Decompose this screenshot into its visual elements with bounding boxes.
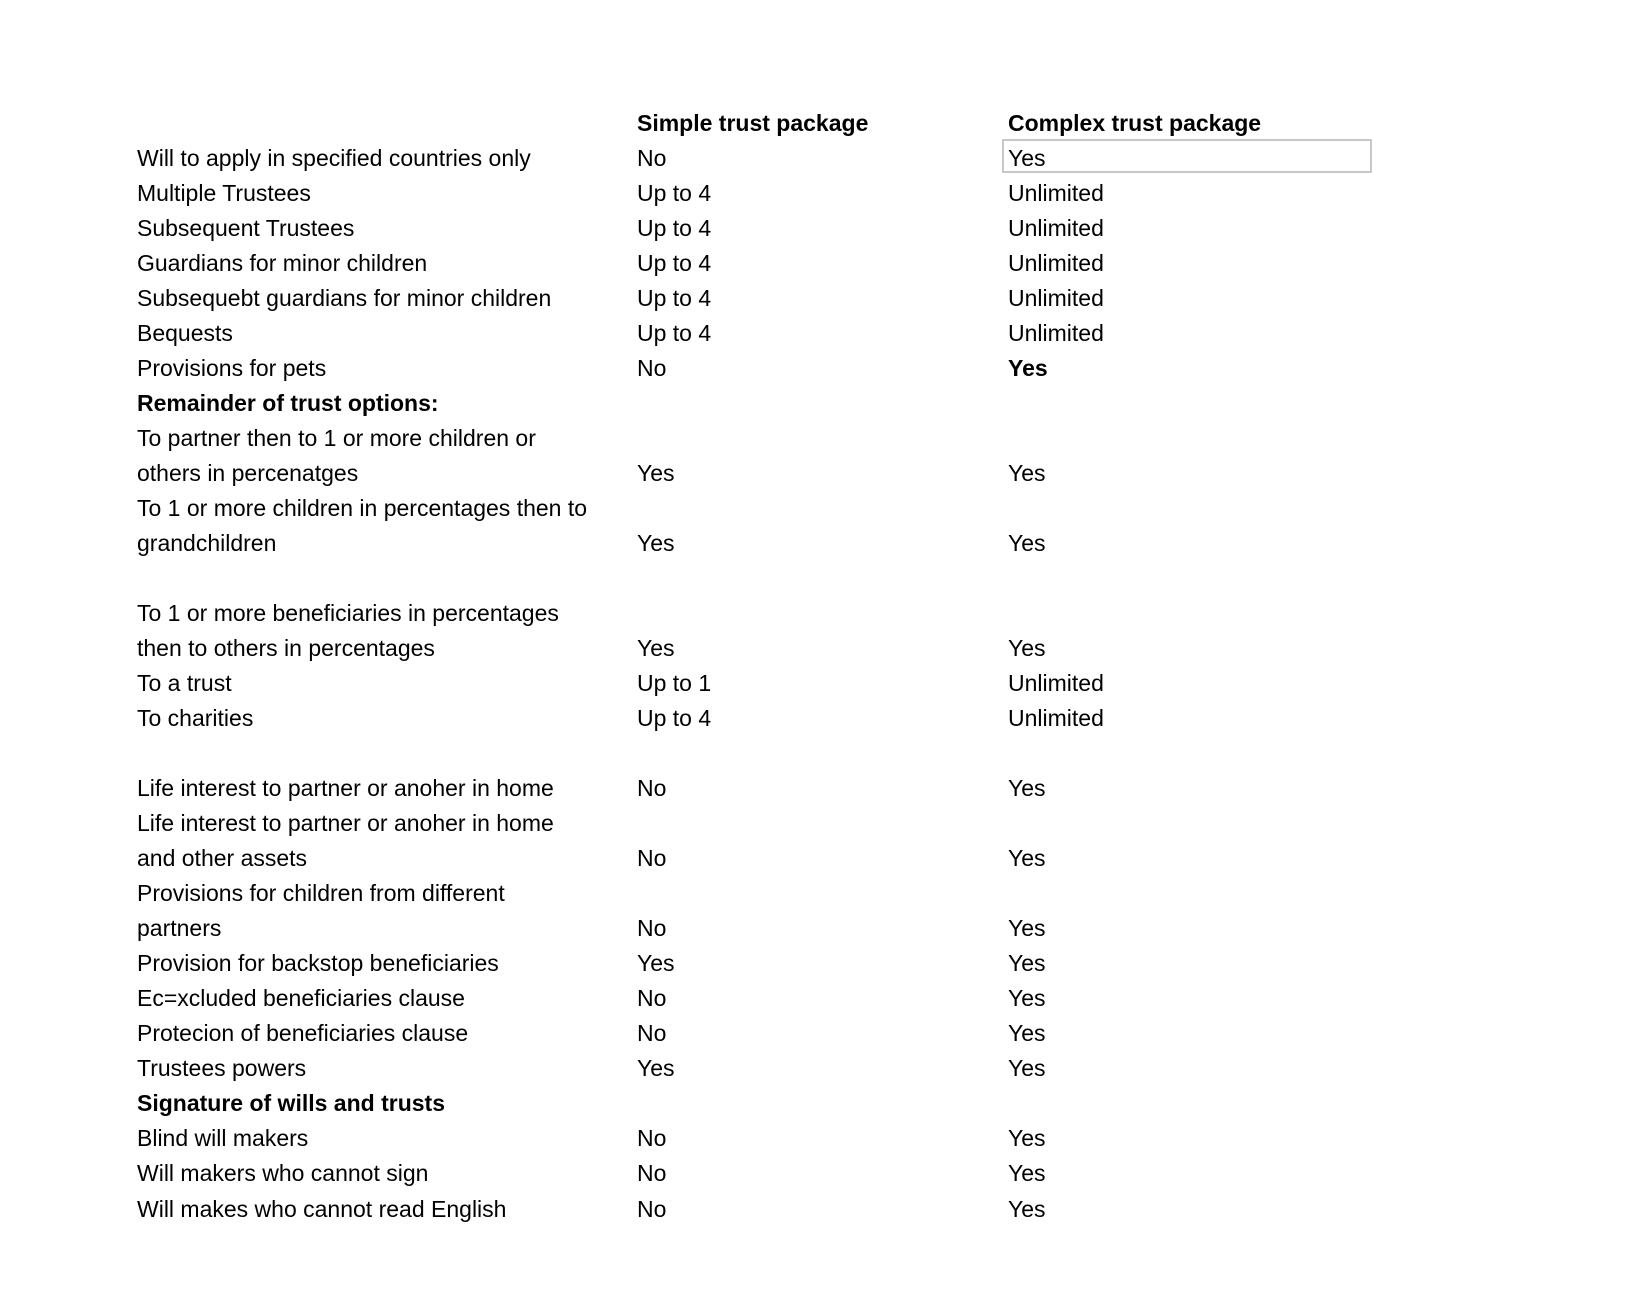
feature-label: To charities (137, 705, 254, 731)
simple-value: Yes (637, 460, 675, 486)
feature-label: Blind will makers (137, 1125, 309, 1151)
complex-value: Yes (1008, 775, 1046, 801)
feature-label: To 1 or more children in percentages then to (137, 495, 588, 521)
complex-value: Unlimited (1008, 670, 1104, 696)
simple-value: Up to 4 (637, 285, 712, 311)
simple-value: Up to 4 (637, 180, 712, 206)
feature-label: Life interest to partner or anoher in home (137, 810, 554, 836)
simple-value: Up to 4 (637, 705, 712, 731)
feature-label: Life interest to partner or anoher in home (137, 775, 554, 801)
simple-value: Up to 4 (637, 250, 712, 276)
feature-label: Guardians for minor children (137, 250, 428, 276)
simple-value: No (637, 1020, 667, 1046)
feature-label: then to others in percentages (137, 635, 435, 661)
feature-label: grandchildren (137, 530, 277, 556)
complex-value: Yes (1008, 915, 1046, 941)
simple-value: No (637, 1160, 667, 1186)
simple-value: No (637, 775, 667, 801)
complex-value: Unlimited (1008, 320, 1104, 346)
complex-value: Yes (1008, 985, 1046, 1011)
complex-value: Unlimited (1008, 180, 1104, 206)
complex-value: Yes (1008, 635, 1046, 661)
complex-value: Yes (1008, 530, 1046, 556)
selected-cell-outline[interactable] (1002, 139, 1372, 173)
simple-value: Yes (637, 1055, 675, 1081)
simple-value: No (637, 845, 667, 871)
complex-value: Yes (1008, 355, 1048, 381)
simple-value: Yes (637, 635, 675, 661)
feature-label: Provision for backstop beneficiaries (137, 950, 499, 976)
complex-value: Yes (1008, 845, 1046, 871)
feature-label: To a trust (137, 670, 232, 696)
feature-label: Trustees powers (137, 1055, 307, 1081)
simple-value: No (637, 1125, 667, 1151)
section-heading-signature: Signature of wills and trusts (137, 1090, 445, 1116)
feature-label: Will makers who cannot sign (137, 1160, 429, 1186)
simple-value: Yes (637, 950, 675, 976)
complex-value[interactable]: Yes (1008, 145, 1046, 171)
simple-value: No (637, 145, 667, 171)
complex-value: Yes (1008, 1055, 1046, 1081)
simple-value: Up to 1 (637, 670, 712, 696)
complex-value: Unlimited (1008, 285, 1104, 311)
complex-value: Yes (1008, 1125, 1046, 1151)
feature-label: Provisions for pets (137, 355, 327, 381)
feature-label: others in percenatges (137, 460, 359, 486)
feature-label: To partner then to 1 or more children or (137, 425, 536, 451)
simple-value: No (637, 915, 667, 941)
feature-label: To 1 or more beneficiaries in percentages (137, 600, 559, 626)
simple-value: Yes (637, 530, 675, 556)
feature-label: Subsequebt guardians for minor children (137, 285, 552, 311)
section-heading-remainder: Remainder of trust options: (137, 390, 439, 416)
header-simple-trust-package: Simple trust package (637, 110, 869, 136)
simple-value: No (637, 985, 667, 1011)
feature-label: Provisions for children from different (137, 880, 505, 906)
feature-label: Subsequent Trustees (137, 215, 355, 241)
complex-value: Yes (1008, 950, 1046, 976)
complex-value: Yes (1008, 1196, 1046, 1222)
complex-value: Yes (1008, 1020, 1046, 1046)
feature-label: Bequests (137, 320, 233, 346)
complex-value: Unlimited (1008, 705, 1104, 731)
complex-value: Unlimited (1008, 215, 1104, 241)
feature-label: Will to apply in specified countries only (137, 145, 531, 171)
feature-label: Protecion of beneficiaries clause (137, 1020, 469, 1046)
feature-label: Multiple Trustees (137, 180, 311, 206)
complex-value: Yes (1008, 460, 1046, 486)
feature-label: partners (137, 915, 222, 941)
feature-label: Ec=xcluded beneficiaries clause (137, 985, 465, 1011)
simple-value: Up to 4 (637, 215, 712, 241)
feature-label: and other assets (137, 845, 308, 871)
simple-value: No (637, 355, 667, 381)
complex-value: Unlimited (1008, 250, 1104, 276)
header-complex-trust-package: Complex trust package (1008, 110, 1262, 136)
feature-label: Will makes who cannot read English (137, 1196, 507, 1222)
simple-value: No (637, 1196, 667, 1222)
complex-value: Yes (1008, 1160, 1046, 1186)
simple-value: Up to 4 (637, 320, 712, 346)
